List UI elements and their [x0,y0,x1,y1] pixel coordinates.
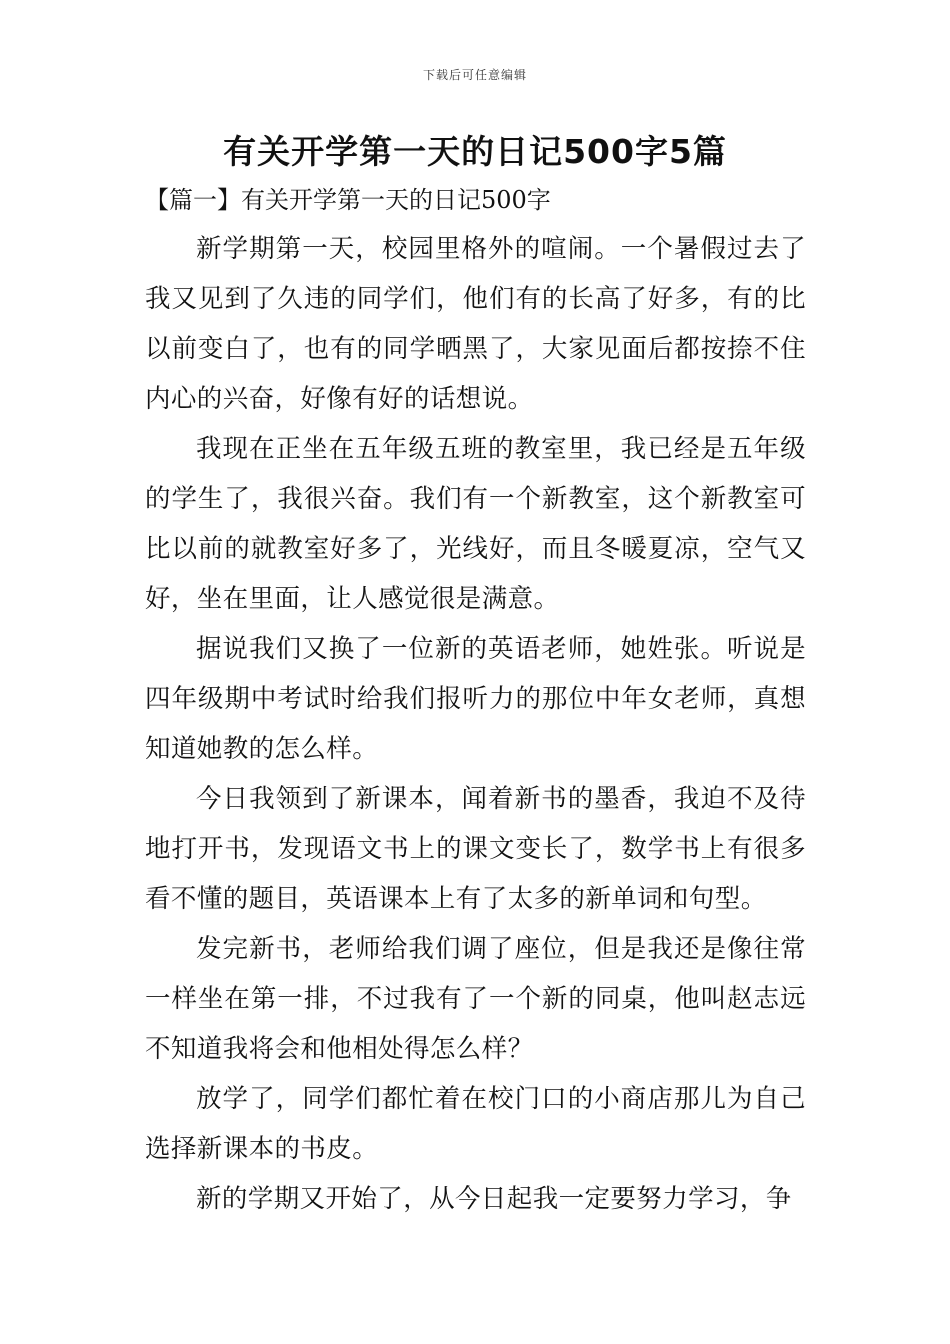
paragraph-1: 新学期第一天，校园里格外的喧闹。一个暑假过去了我又见到了久违的同学们，他们有的长高了好多，有的比以前变白了，也有的同学晒黑了，大家见面后都按捺不住内心的兴奋，好像有好的话想说。 [145,234,806,414]
paragraph-2: 我现在正坐在五年级五班的教室里，我已经是五年级的学生了，我很兴奋。我们有一个新教室，这个新教室可比以前的就教室好多了，光线好，而且冬暖夏凉，空气又好，坐在里面，让人感觉很是满意。 [145,434,806,614]
paragraph-3: 据说我们又换了一位新的英语老师，她姓张。听说是四年级期中考试时给我们报听力的那位中年女老师，真想知道她教的怎么样。 [145,634,806,764]
paragraph-7: 新的学期又开始了，从今日起我一定要努力学习，争 [196,1184,792,1214]
paragraph-5: 发完新书，老师给我们调了座位，但是我还是像往常一样坐在第一排，不过我有了一个新的同桌，他叫赵志远不知道我将会和他相处得怎么样？ [145,934,806,1064]
page-header-note: 下载后可任意编辑 [422,68,527,82]
section-heading: 【篇一】有关开学第一天的日记500字 [145,186,551,214]
document-title: 有关开学第一天的日记500字5篇 [223,132,727,171]
paragraph-6: 放学了，同学们都忙着在校门口的小商店那儿为自己选择新课本的书皮。 [145,1084,806,1164]
paragraph-4: 今日我领到了新课本，闻着新书的墨香，我迫不及待地打开书，发现语文书上的课文变长了，数学书上有很多看不懂的题目，英语课本上有了太多的新单词和句型。 [145,784,806,914]
article-body [145,224,806,1224]
